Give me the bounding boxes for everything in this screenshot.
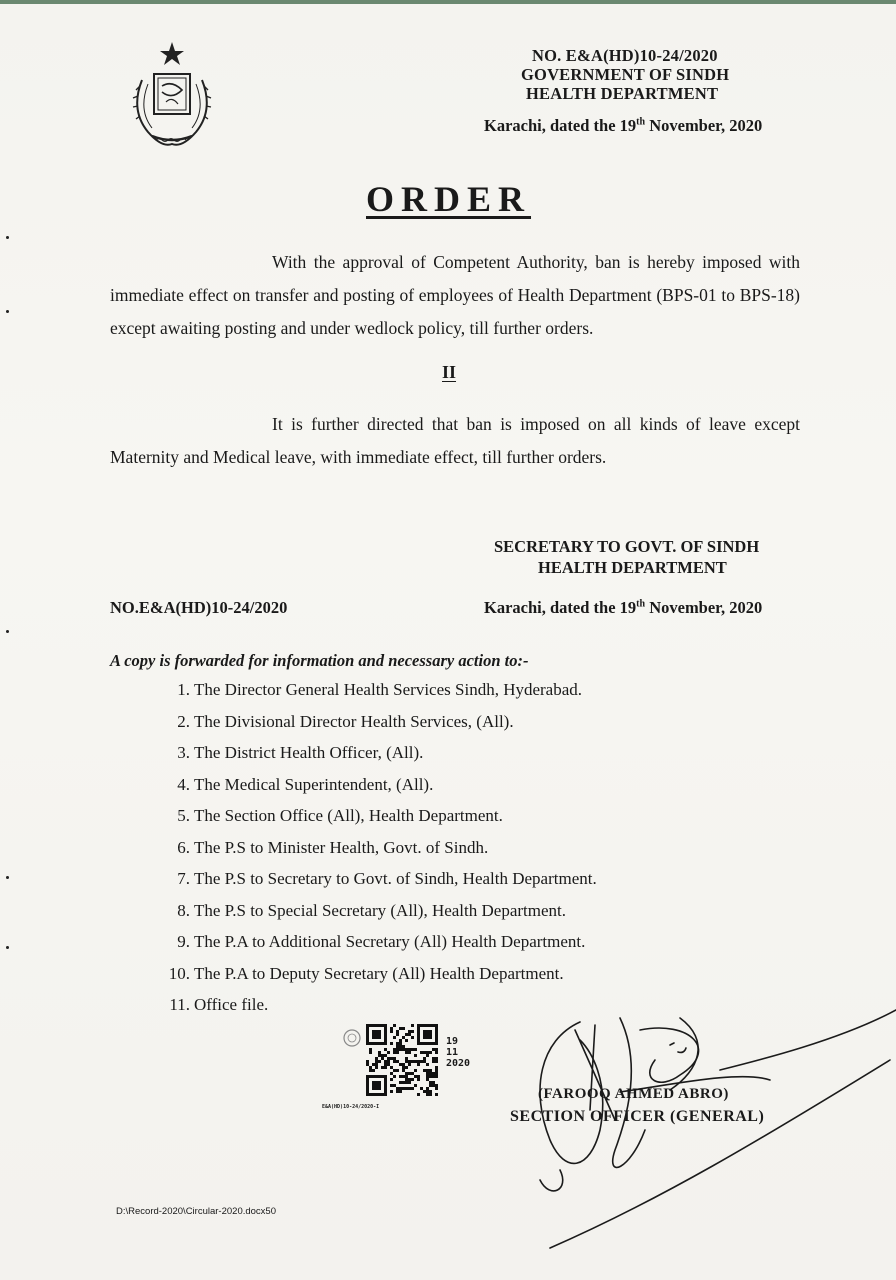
- reference-date: Karachi, dated the 19th November, 2020: [484, 598, 763, 617]
- reference-number: NO.E&A(HD)10-24/2020: [110, 598, 288, 617]
- distribution-item-number: 10.: [168, 963, 190, 983]
- distribution-item: [150, 712, 597, 744]
- distribution-item: [150, 775, 597, 807]
- margin-mark: [6, 310, 9, 313]
- footer-file-path: D:\Record-2020\Circular-2020.docx50: [116, 1206, 276, 1217]
- distribution-item-number: 9.: [177, 932, 190, 951]
- distribution-item-number: 5.: [177, 806, 190, 825]
- distribution-item-text: The Section Office (All), Health Department.: [194, 806, 503, 825]
- distribution-item-text: The P.A to Deputy Secretary (All) Health Department.: [194, 963, 564, 983]
- signatory-title: SECTION OFFICER (GENERAL): [510, 1108, 765, 1125]
- secretary-block: [494, 536, 759, 578]
- distribution-item: [150, 869, 597, 901]
- distribution-item-number: 8.: [177, 900, 190, 920]
- distribution-item-number: 1.: [177, 680, 190, 699]
- header-date: Karachi, dated the 19th November, 2020: [484, 116, 763, 135]
- distribution-item-number: 2.: [177, 711, 190, 731]
- distribution-item-number: 6.: [177, 837, 190, 857]
- order-paragraph-1: With the approval of Competent Authority, ban is hereby imposed with immediate effect on transfer and posting of employees of Health Department (BPS-01 to BPS-18) except awaiting posting and under wedlock policy, till further orders.: [110, 252, 800, 338]
- distribution-item: [150, 806, 597, 838]
- distribution-item: [150, 743, 597, 775]
- distribution-item-text: The Medical Superintendent, (All).: [194, 774, 434, 794]
- qr-date-stamp: 19 11 2020: [446, 1036, 471, 1069]
- distribution-item-text: Office file.: [194, 995, 269, 1014]
- forward-line: A copy is forwarded for information and necessary action to:-: [110, 651, 529, 670]
- distribution-item-text: The Divisional Director Health Services, (All).: [194, 711, 514, 731]
- distribution-item-text: The District Health Officer, (All).: [194, 743, 424, 762]
- distribution-list: [150, 680, 597, 1027]
- margin-mark: [6, 236, 9, 239]
- signatory-name: (FAROOQ AHMED ABRO): [538, 1086, 729, 1102]
- distribution-item-number: 3.: [177, 743, 190, 762]
- qr-reference: E&A(HD)10-24/2020-I: [322, 1104, 380, 1110]
- distribution-item-text: The P.S to Secretary to Govt. of Sindh, Health Department.: [194, 869, 597, 888]
- order-title: ORDER: [366, 179, 532, 219]
- distribution-item-number: 7.: [177, 869, 190, 888]
- header-ref-no: NO. E&A(HD)10-24/2020: [532, 46, 718, 65]
- distribution-item: [150, 680, 597, 712]
- margin-mark: [6, 630, 9, 633]
- distribution-item-number: 4.: [177, 774, 190, 794]
- distribution-item-number: 11.: [169, 995, 190, 1014]
- distribution-item-text: The Director General Health Services Sindh, Hyderabad.: [194, 680, 583, 699]
- page-top-edge: [0, 0, 896, 4]
- distribution-item: [150, 901, 597, 933]
- secretary-line-1: SECRETARY TO GOVT. OF SINDH: [494, 537, 760, 556]
- sindh-seal-logo: [122, 40, 222, 152]
- distribution-item: [150, 932, 597, 964]
- header-government: GOVERNMENT OF SINDH: [521, 65, 730, 84]
- distribution-item-text: The P.S to Special Secretary (All), Health Department.: [194, 900, 566, 920]
- order-paragraph-2: It is further directed that ban is imposed on all kinds of leave except Maternity and Medical leave, with immediate effect, till further orders.: [110, 414, 800, 467]
- header-department: HEALTH DEPARTMENT: [526, 84, 719, 103]
- distribution-item: [150, 964, 597, 996]
- distribution-item: [150, 838, 597, 870]
- distribution-item-text: The P.S to Minister Health, Govt. of Sindh.: [194, 837, 489, 857]
- letterhead: [480, 46, 810, 103]
- margin-mark: [6, 876, 9, 879]
- distribution-item-text: The P.A to Additional Secretary (All) Health Department.: [194, 932, 586, 951]
- margin-mark: [6, 946, 9, 949]
- secretary-line-2: HEALTH DEPARTMENT: [538, 558, 727, 577]
- section-numeral: II: [442, 362, 457, 382]
